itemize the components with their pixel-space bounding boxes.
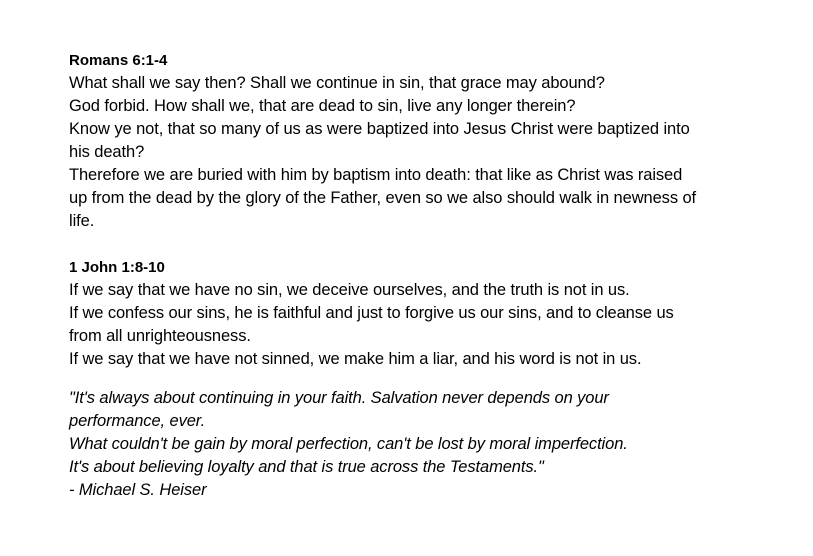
quote-line: "It's always about continuing in your faith. Salvation never depends on your	[69, 389, 609, 407]
quote-line: performance, ever.	[69, 412, 206, 430]
quote-attribution: - Michael S. Heiser	[69, 481, 207, 499]
verse-line: What shall we say then? Shall we continue in sin, that grace may abound?	[69, 74, 605, 92]
verse-line: If we say that we have not sinned, we make him a liar, and his word is not in us.	[69, 350, 642, 368]
scripture-section-1-john	[69, 256, 769, 371]
quote-block	[69, 387, 769, 502]
scripture-section-romans	[69, 49, 769, 233]
paragraph-spacer	[69, 371, 769, 387]
verse-line: life.	[69, 212, 95, 230]
document-body	[69, 49, 769, 502]
verse-line: Know ye not, that so many of us as were baptized into Jesus Christ were baptized into	[69, 120, 690, 138]
verse-line: God forbid. How shall we, that are dead to sin, live any longer therein?	[69, 97, 576, 115]
verse-line: Therefore we are buried with him by baptism into death: that like as Christ was raised	[69, 166, 683, 184]
verse-line: If we confess our sins, he is faithful and just to forgive us our sins, and to cleanse us	[69, 304, 674, 322]
quote-line: What couldn't be gain by moral perfection, can't be lost by moral imperfection.	[69, 435, 628, 453]
verse-line: from all unrighteousness.	[69, 327, 251, 345]
section-heading: 1 John 1:8-10	[69, 259, 165, 276]
paragraph-spacer	[69, 233, 769, 256]
verse-line: his death?	[69, 143, 145, 161]
section-heading: Romans 6:1-4	[69, 52, 168, 69]
verse-line: If we say that we have no sin, we deceive ourselves, and the truth is not in us.	[69, 281, 630, 299]
verse-line: up from the dead by the glory of the Father, even so we also should walk in newness of	[69, 189, 697, 207]
quote-line: It's about believing loyalty and that is true across the Testaments."	[69, 458, 544, 476]
